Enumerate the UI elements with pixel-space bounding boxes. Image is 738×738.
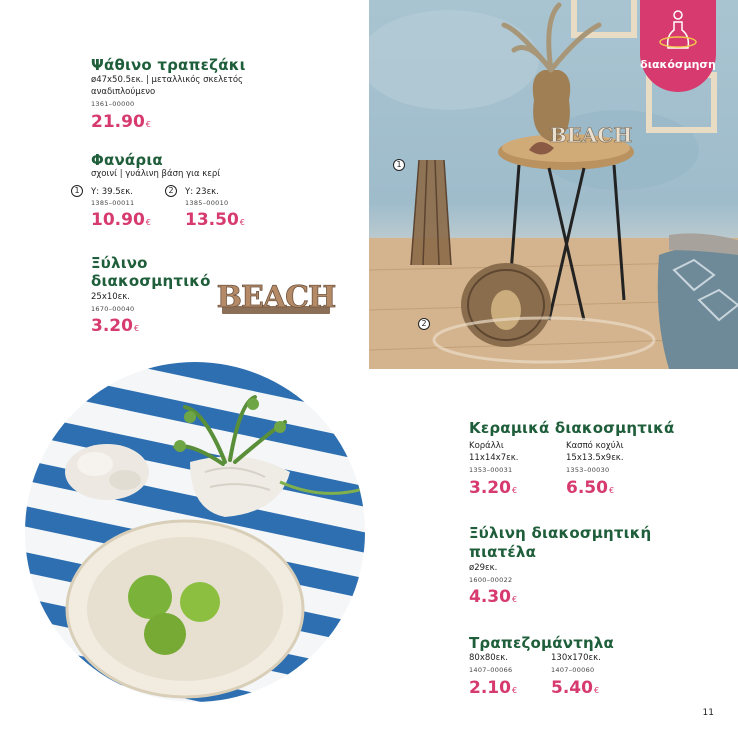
- beach-sign-text: BEACH: [216, 280, 336, 315]
- variant-name: Κοράλλι: [469, 441, 504, 451]
- product-price: 3.20€: [91, 316, 140, 336]
- variant-name: Κασπό κοχύλι: [566, 441, 624, 451]
- product-code: 1407–00060: [551, 666, 595, 674]
- variant-size: 130x170εκ.: [551, 653, 601, 663]
- product-price: 13.50€: [185, 210, 245, 230]
- product-price: 3.20€: [469, 478, 518, 498]
- product-title: Κεραμικά διακοσμητικά: [469, 419, 675, 437]
- callout-number: 2: [165, 185, 177, 197]
- product-desc: ø29εκ.: [469, 563, 498, 573]
- product-price: 5.40€: [551, 678, 600, 698]
- variant-size: 15x13.5x9εκ.: [566, 453, 624, 463]
- product-code: 1385–00010: [185, 199, 229, 207]
- product-title: Φανάρια: [91, 151, 163, 169]
- product-desc: ø47x50.5εκ. | μεταλλικός σκελετός: [91, 75, 244, 85]
- table-photo: [25, 362, 365, 702]
- room-photo: [369, 0, 738, 369]
- product-code: 1353–00030: [566, 466, 610, 474]
- variant-size: 80x80εκ.: [469, 653, 508, 663]
- category-tab: [640, 0, 716, 92]
- product-code: 1407–00066: [469, 666, 513, 674]
- product-desc: αναδιπλούμενο: [91, 87, 156, 97]
- product-title: διακοσμητικό: [91, 272, 211, 290]
- callout-number: 1: [71, 185, 83, 197]
- product-code: 1670–00040: [91, 305, 135, 313]
- callout-number: 2: [418, 318, 430, 330]
- variant-size: 11x14x7εκ.: [469, 453, 519, 463]
- product-price: 4.30€: [469, 587, 518, 607]
- product-code: 1385–00011: [91, 199, 135, 207]
- beach-sign-image: [216, 262, 336, 322]
- product-title: Ξύλινο: [91, 254, 148, 272]
- product-desc: 25x10εκ.: [91, 292, 130, 302]
- product-code: 1600–00022: [469, 576, 513, 584]
- variant-size: Υ: 23εκ.: [185, 187, 219, 197]
- product-title: Τραπεζομάντηλα: [469, 634, 615, 652]
- product-title: Ψάθινο τραπεζάκι: [91, 56, 246, 74]
- product-price: 21.90€: [91, 112, 151, 132]
- table-scene: [25, 362, 365, 702]
- product-desc: σχοινί | γυάλινη βάση για κερί: [91, 169, 221, 179]
- category-label: διακόσμηση: [640, 58, 716, 71]
- product-title: πιατέλα: [469, 543, 537, 561]
- callout-number: 1: [393, 159, 405, 171]
- decoration-icon: [658, 8, 698, 56]
- product-code: 1353–00031: [469, 466, 513, 474]
- product-price: 6.50€: [566, 478, 615, 498]
- room-sign-text: BEACH: [549, 123, 633, 147]
- product-code: 1361–00000: [91, 100, 135, 108]
- product-price: 2.10€: [469, 678, 518, 698]
- page-number: 11: [702, 708, 714, 718]
- product-title: Ξύλινη διακοσμητική: [469, 524, 652, 542]
- variant-size: Υ: 39.5εκ.: [91, 187, 133, 197]
- product-price: 10.90€: [91, 210, 151, 230]
